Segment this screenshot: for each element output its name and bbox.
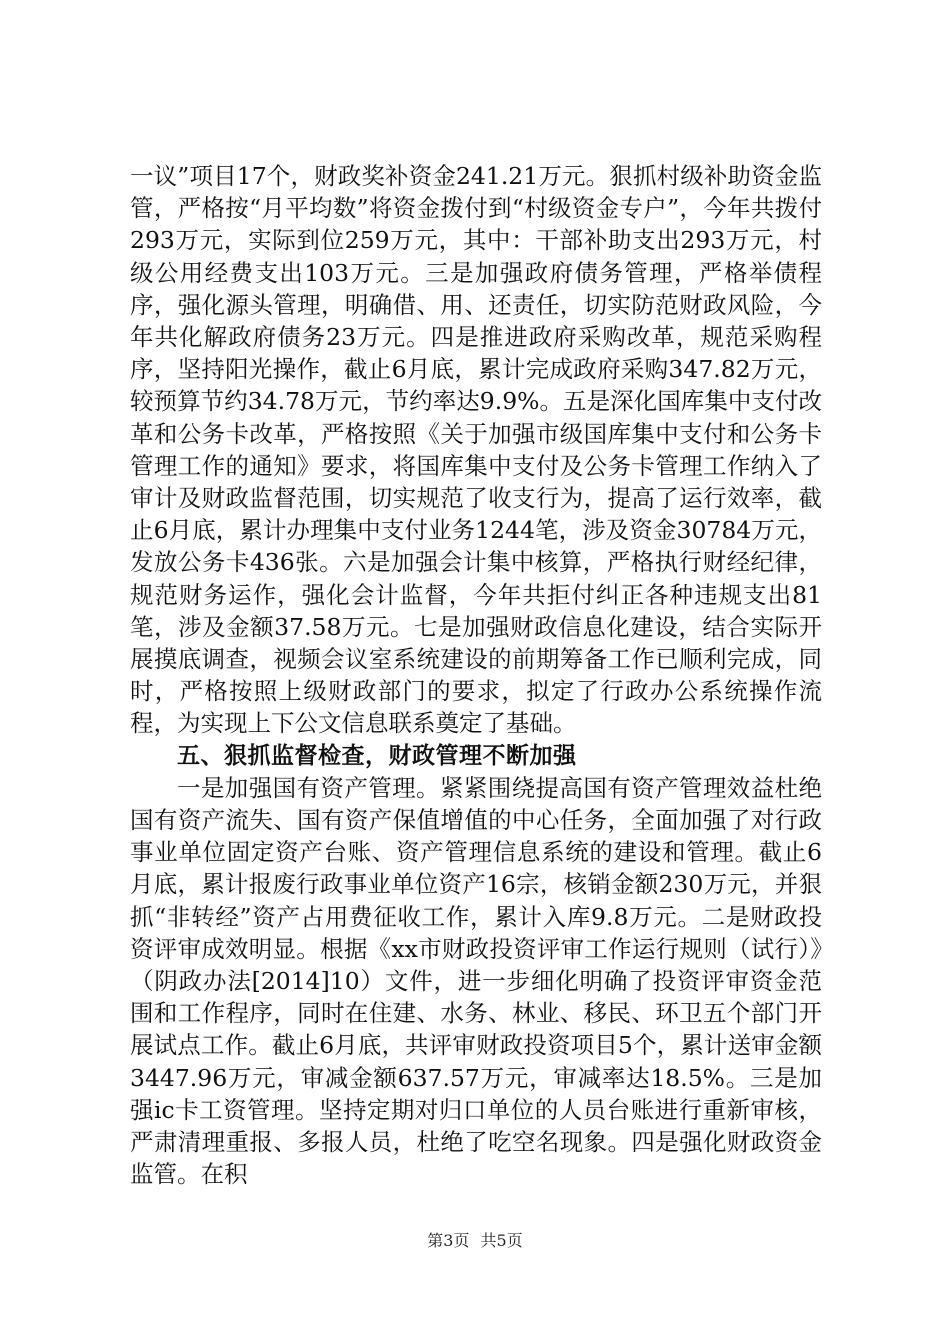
body-paragraph: 一是加强国有资产管理。紧紧围绕提高国有资产管理效益杜绝国有资产流失、国有资产保值增值的中心任务，全面加强了对行政事业单位固定资产台账、资产管理信息系统的建设和管理。截止6月底，累计报废行政事业单位资产16宗，核销金额230万元，并狠抓“非转经”资产占用费征收工作，累计入库9.8万元。二是财政投资评审成效明显。根据《xx市财政投资评审工作运行规则（试行）》（阴政办法[2014]10）文件，进一步细化明确了投资评审资金范围和工作程序，同时在住建、水务、林业、移民、环卫五个部门开展试点工作。截止6月底，共评审财政投资项目5个，累计送审金额3447.96万元，审减金额637.57万元，审减率达18.5%。三是加强ic卡工资管理。坚持定期对归口单位的人员台账进行重新审核，严肃清理重报、多报人员，杜绝了吃空名现象。四是强化财政资金监管。在积 xyxy=(130,773,822,1189)
body-paragraph-continued: 一议”项目17个，财政奖补资金241.21万元。狠抓村级补助资金监管，严格按“月平均数”将资金拨付到“村级资金专户”，今年共拨付293万元，实际到位259万元，其中：干部补助支出293万元，村级公用经费支出103万元。三是加强政府债务管理，严格举债程序，强化源头管理，明确借、用、还责任，切实防范财政风险，今年共化解政府债务23万元。四是推进政府采购改革，规范采购程序，坚持阳光操作，截止6月底，累计完成政府采购347.82万元，较预算节约34.78万元，节约率达9.9%。五是深化国库集中支付改革和公务卡改革，严格按照《关于加强市级国库集中支付和公务卡管理工作的通知》要求，将国库集中支付及公务卡管理工作纳入了审计及财政监督范围，切实规范了收支行为，提高了运行效率，截止6月底，累计办理集中支付业务1244笔，涉及资金30784万元，发放公务卡436张。六是加强会计集中核算，严格执行财经纪律，规范财务运作，强化会计监督，今年共拒付纠正各种违规支出81笔，涉及金额37.58万元。七是加强财政信息化建设，结合实际开展摸底调查，视频会议室系统建设的前期筹备工作已顺利完成，同时，严格按照上级财政部门的要求，拟定了行政办公系统操作流程，为实现上下公文信息联系奠定了基础。 xyxy=(130,162,822,738)
page-footer xyxy=(0,1228,950,1251)
section-heading: 五、狠抓监督检查，财政管理不断加强 xyxy=(177,742,577,769)
page-number: 第3页 xyxy=(427,1231,470,1250)
page-total: 共5页 xyxy=(480,1231,523,1250)
document-body xyxy=(130,160,822,1191)
